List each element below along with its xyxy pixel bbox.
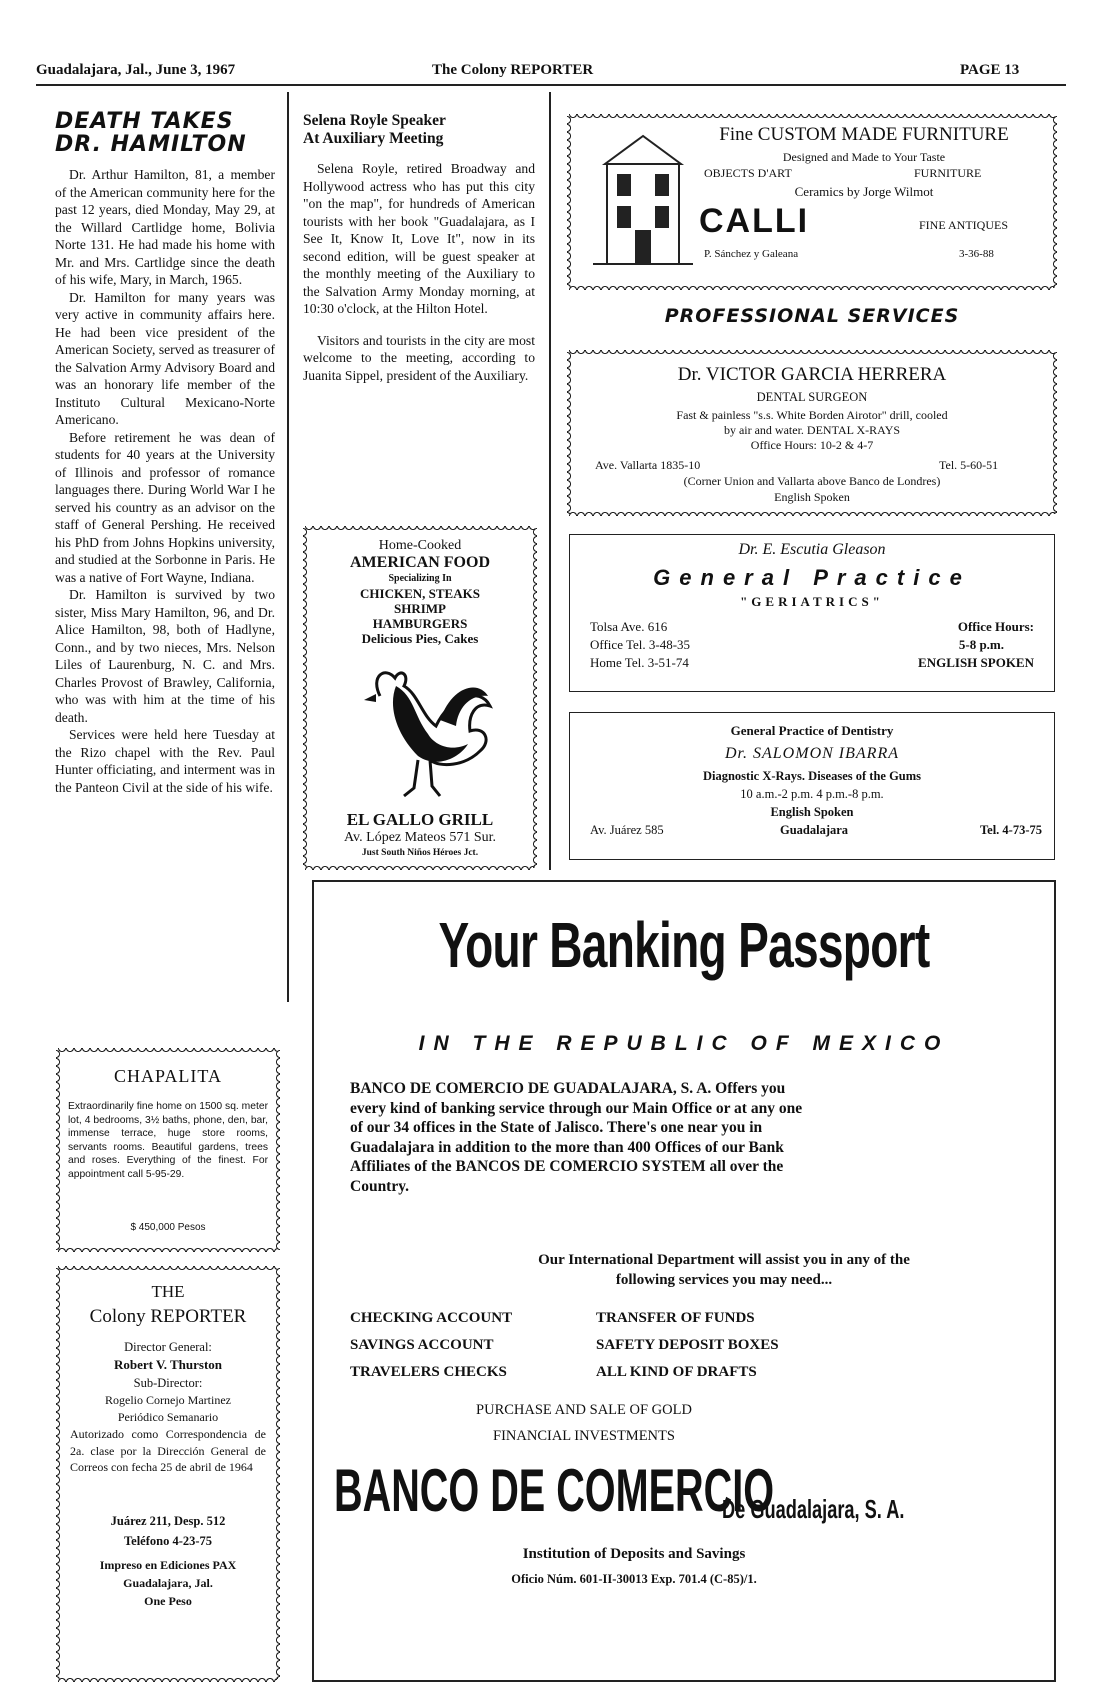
death-headline-line-1: DEATH TAKES <box>55 109 234 134</box>
garcia-ad <box>569 352 1055 514</box>
gallo-ad <box>305 528 535 868</box>
selena-body <box>303 160 535 384</box>
gallo-near: Just South Niños Héroes Jct. <box>361 848 479 858</box>
gallo-line-3: Specializing In <box>388 573 452 584</box>
garcia-address: Ave. Vallarta 1835-10 <box>595 458 701 472</box>
bank-oficio: Oficio Núm. 601-II-30013 Exp. 701.4 (C-85)/1. <box>511 1572 757 1586</box>
escutia-address: Tolsa Ave. 616 <box>590 619 668 634</box>
calli-phone: 3-36-88 <box>959 248 994 260</box>
masthead-juarez: Juárez 211, Desp. 512 <box>110 1514 226 1528</box>
ibarra-name: Dr. SALOMON IBARRA <box>725 745 899 762</box>
building-icon <box>589 130 697 270</box>
garcia-title: DENTAL SURGEON <box>756 390 868 404</box>
ibarra-english: English Spoken <box>770 805 854 819</box>
death-paragraph-3: Before retirement he was dean of students for 40 years at the University of Illinois and professor of romance languages there. During World War I he served his country as an advisor on the staff of General Pershing. He received his PhD from Johns Hopkins university, and studied at the Sorbonne in Paris. He was a native of Fort Wayne, Indiana. <box>55 429 275 585</box>
death-paragraph-5: Services were held here Tuesday at the Rizo chapel with the Rev. Paul Hunter officiating, and interment was in the Panteon Civil at the side of his wife. <box>55 727 275 795</box>
ibarra-title: General Practice of Dentistry <box>730 723 894 738</box>
masthead-the: THE <box>151 1282 185 1301</box>
bank-service-transfer: TRANSFER OF FUNDS <box>596 1310 755 1326</box>
death-body <box>55 166 275 796</box>
header-dateline: Guadalajara, Jal., June 3, 1967 <box>36 62 236 78</box>
death-article <box>55 110 275 796</box>
selena-paragraph-1: Selena Royle, retired Broadway and Hollywood actress who has put this city "on the map", for hundreds of American tourists with her book "Guadalajara, as I See It, Know It, Love It", now in its second edition, will be guest speaker at the monthly meeting of the Auxiliary to the Salvation Army Monday morning, at 10:30 o'clock, at the Hilton Hotel. <box>303 161 535 316</box>
gallo-line-7: Delicious Pies, Cakes <box>361 631 479 646</box>
escutia-sub: "GERIATRICS" <box>740 594 884 609</box>
ibarra-line-1: Diagnostic X-Rays. Diseases of the Gums <box>702 769 922 783</box>
escutia-ad <box>569 534 1055 692</box>
escutia-hours: 5-8 p.m. <box>958 637 1004 652</box>
professional-services-title: PROFESSIONAL SERVICES <box>664 305 960 327</box>
masthead-name: Colony REPORTER <box>89 1306 247 1327</box>
bank-ad <box>312 880 1056 1682</box>
chapalita-price: $ 450,000 Pesos <box>130 1222 206 1233</box>
bank-service-safety: SAFETY DEPOSIT BOXES <box>596 1337 779 1353</box>
masthead-director: Robert V. Thurston <box>114 1357 222 1372</box>
masthead-periodico: Periódico Semanario <box>117 1410 219 1424</box>
calli-name: CALLI <box>699 202 810 240</box>
header-page-number: PAGE 13 <box>960 62 1020 78</box>
gallo-line-2: AMERICAN FOOD <box>350 554 490 571</box>
death-paragraph-4: Dr. Hamilton is survived by two sister, Miss Mary Hamilton, 96, and Dr. Alice Hamilton, 98, both of Hadlyne, Conn., and by two nieces, Mrs. Nelson Liles of Laurenburg, N. C. and Mrs. Charles Provost of Brawley, California, who was with him at the time of his death. <box>55 587 275 725</box>
selena-headline-line-1: Selena Royle Speaker <box>303 112 446 129</box>
garcia-english: English Spoken <box>774 490 850 504</box>
header-rule <box>36 84 1066 86</box>
bank-institution: Institution of Deposits and Savings <box>522 1546 746 1562</box>
masthead-sub: Rogelio Cornejo Martinez <box>105 1393 231 1407</box>
ibarra-ad <box>569 712 1055 860</box>
garcia-line-2: by air and water. DENTAL X-RAYS <box>723 423 901 437</box>
column-rule-2 <box>549 92 551 870</box>
masthead-box <box>58 1268 278 1680</box>
calli-line-1: Fine CUSTOM MADE FURNITURE <box>719 124 1009 145</box>
ibarra-city: Guadalajara <box>780 823 849 837</box>
gallo-line-6: HAMBURGERS <box>372 616 468 631</box>
escutia-name: Dr. E. Escutia Gleason <box>738 541 886 558</box>
calli-furniture: FURNITURE <box>914 166 982 180</box>
garcia-hours: Office Hours: 10-2 & 4-7 <box>750 438 874 452</box>
rooster-icon <box>340 656 500 806</box>
death-headline-line-2: DR. HAMILTON <box>55 132 247 157</box>
bank-financial: FINANCIAL INVESTMENTS <box>493 1428 675 1444</box>
calli-objects: OBJECTS D'ART <box>704 166 792 180</box>
escutia-home-tel: Home Tel. 3-51-74 <box>590 655 689 670</box>
bank-name-sub: De Guadalajara, S. A. <box>722 1494 905 1524</box>
chapalita-ad <box>58 1050 278 1250</box>
bank-service-travelers: TRAVELERS CHECKS <box>350 1364 507 1380</box>
calli-ceramics: Ceramics by Jorge Wilmot <box>794 184 934 199</box>
escutia-title: General Practice <box>653 565 971 590</box>
ibarra-hours: 10 a.m.-2 p.m. 4 p.m.-8 p.m. <box>740 787 884 801</box>
masthead-sub-label: Sub-Director: <box>133 1376 203 1390</box>
gallo-line-5: SHRIMP <box>394 601 446 616</box>
masthead-telefono: Teléfono 4-23-75 <box>123 1534 213 1548</box>
masthead-body: Autorizado como Correspondencia de 2a. clase por la Dirección General de Correos con fecha 25 de abril de 1964 <box>70 1427 266 1474</box>
chapalita-body: Extraordinarily fine home on 1500 sq. meter lot, 4 bedrooms, 3½ baths, phone, den, bar, immense terrace, huge store rooms, servants rooms. Beautiful gardens, trees and roses. Everything of the finest. For appointment call 5-95-29. <box>68 1101 268 1180</box>
bank-name: BANCO DE COMERCIO <box>334 1457 775 1524</box>
selena-paragraph-2: Visitors and tourists in the city are most welcome to the meeting, according to Juanita Sippel, president of the Auxiliary. <box>303 332 535 383</box>
escutia-english: ENGLISH SPOKEN <box>918 655 1034 670</box>
garcia-line-1: Fast & painless "s.s. White Borden Airotor" drill, cooled <box>676 408 948 422</box>
gallo-name: EL GALLO GRILL <box>346 810 494 829</box>
header-paper-name: The Colony REPORTER <box>432 62 594 78</box>
garcia-tel: Tel. 5-60-51 <box>939 458 999 472</box>
bank-headline: Your Banking Passport <box>438 909 930 981</box>
masthead-price: One Peso <box>144 1594 192 1608</box>
calli-antiques: FINE ANTIQUES <box>919 218 1008 232</box>
bank-sub: IN THE REPUBLIC OF MEXICO <box>418 1032 950 1055</box>
calli-line-2: Designed and Made to Your Taste <box>782 150 946 164</box>
bank-service-checking: CHECKING ACCOUNT <box>350 1310 513 1326</box>
death-paragraph-1: Dr. Arthur Hamilton, 81, a member of the American community here for the past 12 years, died Monday, May 29, at the Willard Cartlidge home, Bolivia Norte 131. He had made his home with Mr. and Mrs. Cartlidge since the death of his wife, Mary, in March, 1965. <box>55 167 275 287</box>
masthead-director-label: Director General: <box>124 1340 212 1354</box>
calli-address: P. Sánchez y Galeana <box>704 248 799 260</box>
gallo-address: Av. López Mateos 571 Sur. <box>343 830 497 845</box>
bank-intl-line-1: Our International Department will assist you in any of the <box>538 1252 910 1268</box>
masthead-city: Guadalajara, Jal. <box>123 1576 213 1590</box>
gallo-line-4: CHICKEN, STEAKS <box>360 586 480 601</box>
bank-intl-line-2: following services you may need... <box>615 1272 833 1288</box>
escutia-hours-label: Office Hours: <box>957 619 1034 634</box>
gallo-line-1: Home-Cooked <box>378 538 462 553</box>
garcia-name: Dr. VICTOR GARCIA HERRERA <box>677 364 947 385</box>
death-paragraph-2: Dr. Hamilton for many years was very active in community affairs here. He had been vice president of the American Society, served as treasurer of the Salvation Army Advisory Board and was an honorary life member of the Instituto Cultural Mexicano-Norte Americano. <box>55 289 275 427</box>
escutia-office-tel: Office Tel. 3-48-35 <box>590 637 691 652</box>
selena-article <box>303 112 535 384</box>
bank-service-savings: SAVINGS ACCOUNT <box>350 1337 494 1353</box>
column-rule-1 <box>287 92 289 1002</box>
ibarra-tel: Tel. 4-73-75 <box>979 823 1042 837</box>
calli-ad <box>569 116 1055 288</box>
selena-headline-line-2: At Auxiliary Meeting <box>303 130 444 147</box>
bank-gold: PURCHASE AND SALE OF GOLD <box>476 1402 692 1418</box>
bank-service-drafts: ALL KIND OF DRAFTS <box>596 1364 757 1380</box>
bank-paragraph: BANCO DE COMERCIO DE GUADALAJARA, S. A. Offers you every kind of banking service through our Main Office or at any one of our 34 offices in the State of Jalisco. There's one near you in Guadalajara in addition to the more than 400 Offices of our Bank Affiliates of the BANCOS DE COMERCIO SYSTEM all over the Country. <box>350 1080 803 1195</box>
garcia-corner: (Corner Union and Vallarta above Banco de Londres) <box>683 474 941 488</box>
masthead-impreso: Impreso en Ediciones PAX <box>99 1558 237 1572</box>
ibarra-address: Av. Juárez 585 <box>590 823 664 837</box>
chapalita-title: CHAPALITA <box>114 1066 222 1086</box>
